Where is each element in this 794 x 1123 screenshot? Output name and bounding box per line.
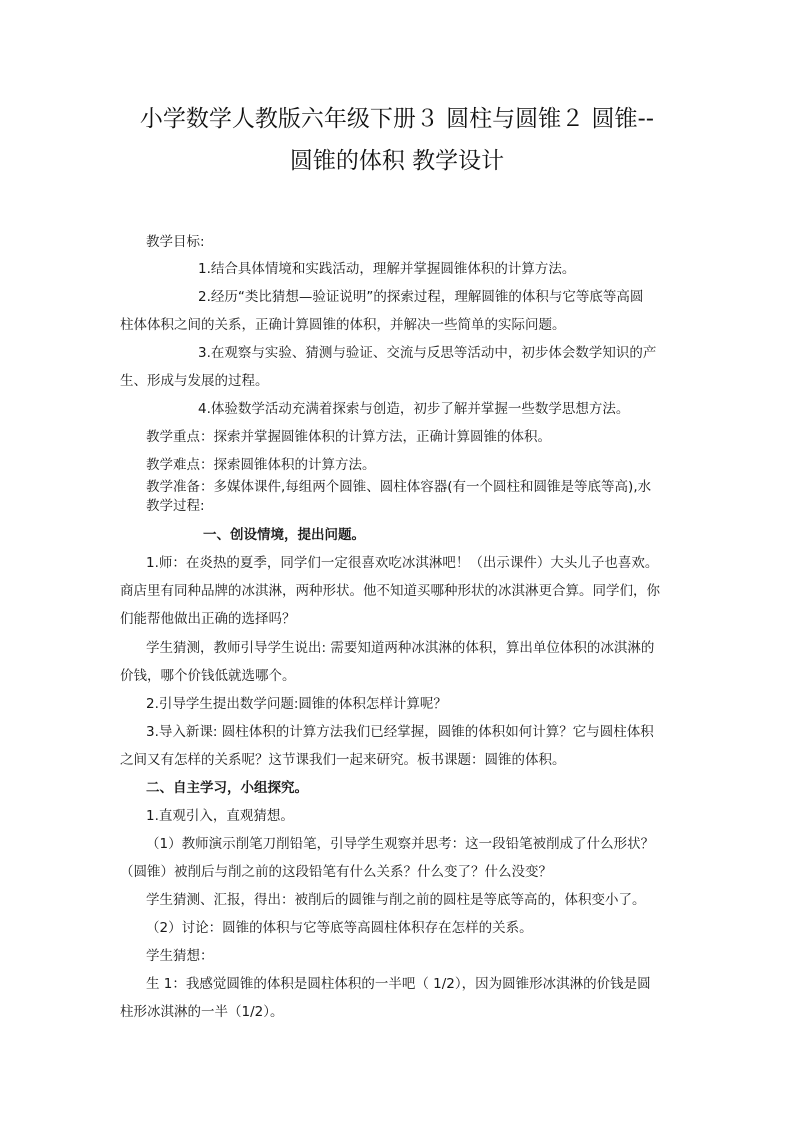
step-1-1-line-2: （圆锥）被削后与削之前的这段铅笔有什么关系？什么变了？什么没变？ bbox=[120, 864, 552, 880]
step-1-2: （2）讨论：圆锥的体积与它等底等高圆柱体积存在怎样的关系。 bbox=[146, 920, 533, 936]
para-4-line-2: 之间又有怎样的关系呢？这节课我们一起来研究。板书课题：圆锥的体积。 bbox=[120, 752, 566, 768]
step-1: 1.直观引入，直观猜想。 bbox=[146, 808, 294, 824]
student-1-line-2: 柱形冰淇淋的一半（1/2）。 bbox=[120, 1004, 284, 1020]
objective-1: 1.结合具体情境和实践活动，理解并掌握圆锥体积的计算方法。 bbox=[198, 261, 576, 277]
step-1-1-line-1: （1）教师演示削笔刀削铅笔，引导学生观察并思考：这一段铅笔被削成了什么形状？ bbox=[146, 836, 655, 852]
para-1-line-3: 们能帮他做出正确的选择吗？ bbox=[120, 611, 296, 627]
para-1-line-1: 1.师：在炎热的夏季，同学们一定很喜欢吃冰淇淋吧！（出示课件）大头儿子也喜欢。 bbox=[146, 555, 659, 571]
document-title-line-1: 小学数学人教版六年级下册３ 圆柱与圆锥２ 圆锥-- bbox=[139, 106, 655, 132]
objective-3-line-1: 3.在观察与实验、猜测与验证、交流与反思等活动中，初步体会数学知识的产 bbox=[198, 345, 657, 361]
para-2-line-2: 价钱，哪个价钱低就选哪个。 bbox=[120, 668, 296, 684]
document-title-line-2: 圆锥的体积 教学设计 bbox=[289, 148, 505, 174]
student-1-line-1: 生 1：我感觉圆锥的体积是圆柱体积的一半吧（ 1/2），因为圆锥形冰淇淋的价钱是圆 bbox=[146, 976, 651, 992]
para-2-line-1: 学生猜测，教师引导学生说出: 需要知道两种冰淇淋的体积，算出单位体积的冰淇淋的 bbox=[146, 640, 655, 656]
difficult-point: 教学难点：探索圆锥体积的计算方法。 bbox=[146, 457, 376, 473]
preparation: 教学准备：多媒体课件,每组两个圆锥、圆柱体容器(有一个圆柱和圆锥是等底等高),水 bbox=[146, 479, 652, 495]
objectives-heading: 教学目标: bbox=[146, 234, 205, 250]
process-heading: 教学过程: bbox=[146, 498, 205, 514]
para-4-line-1: 3.导入新课: 圆柱体积的计算方法我们已经掌握，圆锥的体积如何计算？它与圆柱体积 bbox=[146, 724, 654, 740]
student-report: 学生猜测、汇报，得出：被削后的圆锥与削之前的圆柱是等底等高的，体积变小了。 bbox=[146, 892, 646, 908]
para-3: 2.引导学生提出数学问题:圆锥的体积怎样计算呢？ bbox=[146, 696, 447, 712]
section-1-heading: 一、创设情境，提出问题。 bbox=[203, 527, 365, 543]
student-guess-heading: 学生猜想： bbox=[146, 948, 214, 964]
objective-2-line-1: 2.经历“类比猜想—验证说明”的探索过程，理解圆锥的体积与它等底等高圆 bbox=[198, 289, 644, 305]
section-2-heading: 二、自主学习，小组探究。 bbox=[146, 780, 308, 796]
para-1-line-2: 商店里有同种品牌的冰淇淋，两种形状。他不知道买哪种形状的冰淇淋更合算。同学们，你 bbox=[120, 583, 660, 599]
objective-3-line-2: 生、形成与发展的过程。 bbox=[120, 373, 269, 389]
objective-4: 4.体验数学活动充满着探索与创造，初步了解并掌握一些数学思想方法。 bbox=[198, 401, 630, 417]
key-point: 教学重点：探索并掌握圆锥体积的计算方法，正确计算圆锥的体积。 bbox=[146, 429, 551, 445]
objective-2-line-2: 柱体体积之间的关系，正确计算圆锥的体积，并解决一些简单的实际问题。 bbox=[120, 317, 566, 333]
